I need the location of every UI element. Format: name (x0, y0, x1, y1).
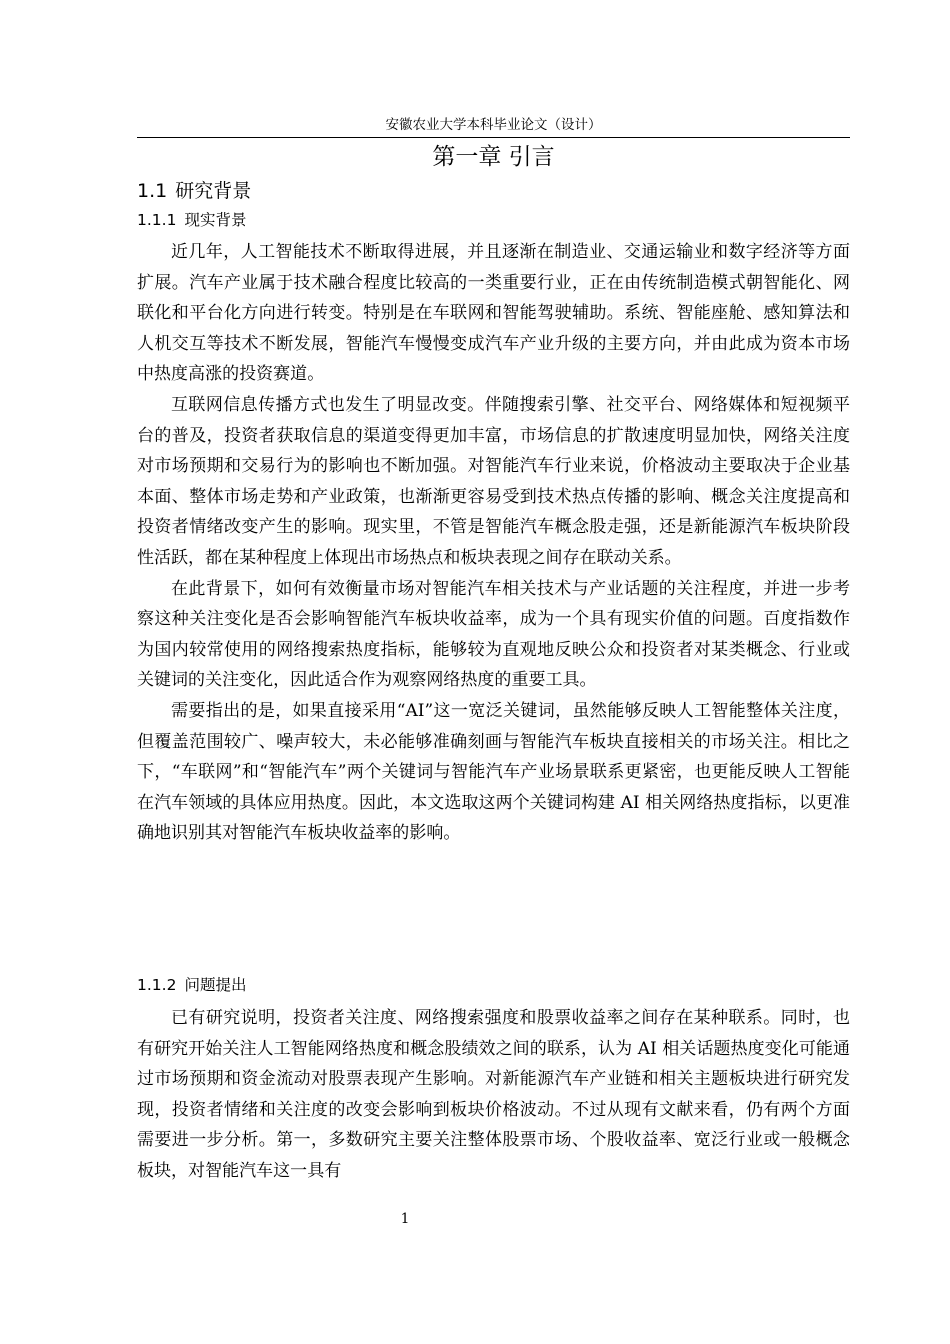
chapter-title: 第一章 引言 (432, 144, 555, 170)
subsection-number: 1.1.1 (137, 211, 177, 229)
subsection-title: 现实背景 (184, 211, 247, 229)
subsection-title: 问题提出 (184, 976, 247, 994)
section-title: 研究背景 (175, 180, 252, 202)
paragraph: 在此背景下，如何有效衡量市场对智能汽车相关技术与产业话题的关注程度，并进一步考察这种关注变化是否会影响智能汽车板块收益率，成为一个具有现实价值的问题。百度指数作为国内较常使用的网络搜索热度指标，能够较为直观地反映公众和投资者对某类概念、行业或关键词的关注变化，因此适合作为观察网络热度的重要工具。 (137, 578, 850, 691)
header-divider (137, 137, 850, 138)
paragraph: 近几年，人工智能技术不断取得进展，并且逐渐在制造业、交通运输业和数字经济等方面扩展。汽车产业属于技术融合程度比较高的一类重要行业，正在由传统制造模式朝智能化、网联化和平台化方向进行转变。特别是在车联网和智能驾驶辅助。系统、智能座舱、感知算法和人机交互等技术不断发展，智能汽车慢慢变成汽车产业升级的主要方向，并由此成为资本市场中热度高涨的投资赛道。 (137, 242, 850, 385)
paragraph: 需要指出的是，如果直接采用“AI”这一宽泛关键词，虽然能够反映人工智能整体关注度，但覆盖范围较广、噪声较大，未必能够准确刻画与智能汽车板块直接相关的市场关注。相比之下，“车联网”和“智能汽车”两个关键词与智能汽车产业场景联系更紧密，也更能反映人工智能在汽车领域的具体应用热度。因此，本文选取这两个关键词构建 AI 相关网络热度指标，以更准确地识别其对智能汽车板块收益率的影响。 (137, 700, 850, 844)
running-header: 安徽农业大学本科毕业论文（设计） (385, 117, 602, 133)
section-number: 1.1 (137, 180, 168, 202)
paragraph: 互联网信息传播方式也发生了明显改变。伴随搜索引擎、社交平台、网络媒体和短视频平台的普及，投资者获取信息的渠道变得更加丰富，市场信息的扩散速度明显加快，网络关注度对市场预期和交易行为的影响也不断加强。对智能汽车行业来说，价格波动主要取决于企业基本面、整体市场走势和产业政策，也渐渐更容易受到技术热点传播的影响、概念关注度提高和投资者情绪改变产生的影响。现实里，不管是智能汽车概念股走强，还是新能源汽车板块阶段性活跃，都在某种程度上体现出市场热点和板块表现之间存在联动关系。 (137, 394, 850, 568)
section-1-1-1-body (137, 237, 850, 849)
subsection-heading-1-1-1 (137, 208, 246, 232)
subsection-number: 1.1.2 (137, 976, 177, 994)
section-heading-1-1 (137, 177, 251, 205)
page-number: 1 (400, 1211, 410, 1227)
section-1-1-2-body (137, 1003, 850, 1187)
subsection-heading-1-1-2 (137, 973, 246, 997)
paragraph: 已有研究说明，投资者关注度、网络搜索强度和股票收益率之间存在某种联系。同时，也有研究开始关注人工智能网络热度和概念股绩效之间的联系，认为 AI 相关话题热度变化可能通过市场预期和资金流动对股票表现产生影响。对新能源汽车产业链和相关主题板块进行研究发现，投资者情绪和关注度的改变会影响到板块价格波动。不过从现有文献来看，仍有两个方面需要进一步分析。第一，多数研究主要关注整体股票市场、个股收益率、宽泛行业或一般概念板块，对智能汽车这一具有 (137, 1008, 850, 1181)
